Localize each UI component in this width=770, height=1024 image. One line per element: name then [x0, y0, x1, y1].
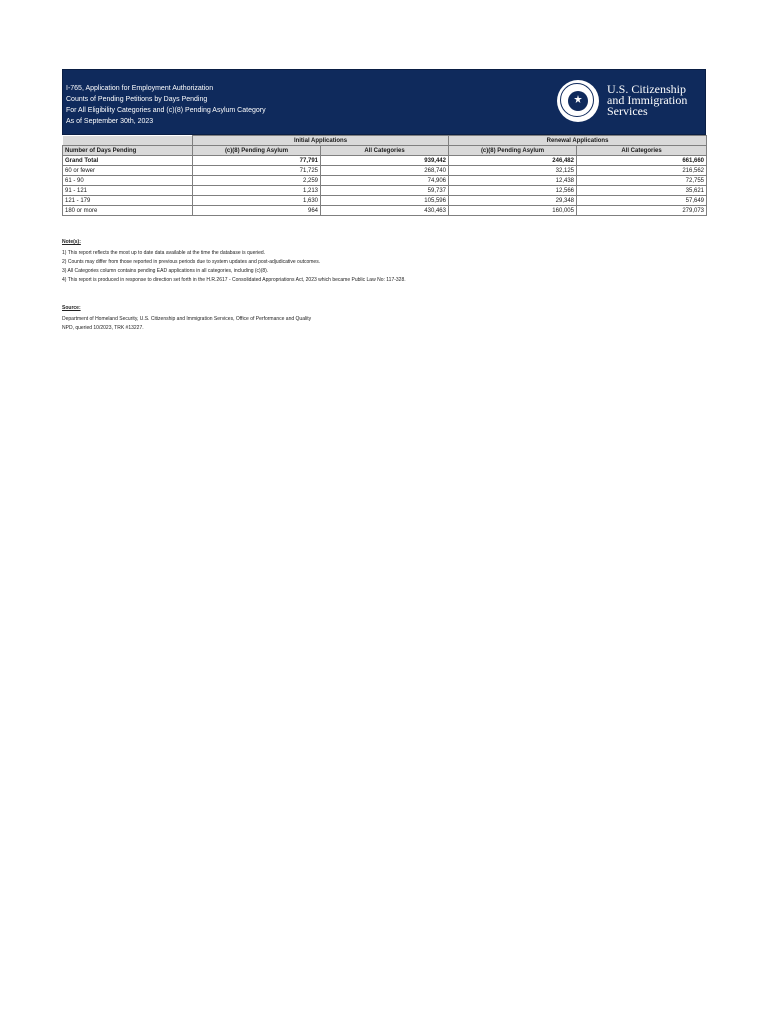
column-header-row [63, 146, 707, 156]
cell-renewal-all: 216,562 [577, 166, 707, 176]
table-row [63, 206, 707, 216]
cell-initial-c8: 77,791 [193, 156, 321, 166]
agency-line: and Immigration [607, 93, 688, 107]
cell-initial-c8: 2,259 [193, 176, 321, 186]
cell-initial-all: 74,906 [321, 176, 449, 186]
notes-heading: Note(s): [62, 239, 81, 245]
row-label: 91 - 121 [63, 186, 193, 196]
notes-section [62, 239, 406, 285]
agency-logo-text [607, 84, 687, 117]
cell-initial-all: 268,740 [321, 166, 449, 176]
table-row [63, 186, 707, 196]
source-line: Department of Homeland Security, U.S. Citizenship and Immigration Services, Office of Performance and Quality [62, 316, 312, 322]
report-scope: For All Eligibility Categories and (c)(8) Pending Asylum Category [66, 107, 266, 114]
row-label: 61 - 90 [63, 176, 193, 186]
report [62, 69, 706, 216]
column-header-days: Number of Days Pending [63, 146, 193, 156]
cell-renewal-c8: 29,348 [449, 196, 577, 206]
column-header-initial-all: All Categories [321, 146, 449, 156]
source-heading: Source: [62, 305, 81, 311]
report-title-block [66, 83, 266, 127]
cell-renewal-all: 661,660 [577, 156, 707, 166]
cell-initial-all: 105,596 [321, 196, 449, 206]
group-header-initial: Initial Applications [193, 136, 449, 146]
cell-initial-c8: 1,213 [193, 186, 321, 196]
cell-initial-all: 59,737 [321, 186, 449, 196]
cell-renewal-c8: 246,482 [449, 156, 577, 166]
cell-initial-c8: 1,630 [193, 196, 321, 206]
cell-initial-c8: 964 [193, 206, 321, 216]
agency-line: Services [607, 104, 648, 118]
blank-cell [63, 136, 193, 146]
column-header-renewal-all: All Categories [577, 146, 707, 156]
cell-renewal-c8: 12,438 [449, 176, 577, 186]
row-label: 121 - 179 [63, 196, 193, 206]
row-label: 180 or more [63, 206, 193, 216]
pending-petitions-table [62, 135, 707, 216]
report-title: I-765, Application for Employment Authorization [66, 85, 214, 92]
cell-renewal-all: 72,755 [577, 176, 707, 186]
row-label: Grand Total [63, 156, 193, 166]
source-section [62, 305, 311, 333]
row-label: 60 or fewer [63, 166, 193, 176]
note-line: 4) This report is produced in response to direction set forth in the H.R.2617 - Consolidated Appropriations Act, 2023 which became Public Law No: 117-328. [62, 277, 406, 283]
report-date: As of September 30th, 2023 [66, 118, 154, 125]
cell-renewal-c8: 160,005 [449, 206, 577, 216]
agency-line: U.S. Citizenship [607, 82, 687, 96]
column-header-renewal-c8: (c)(8) Pending Asylum [449, 146, 577, 156]
source-line: NPD, queried 10/2023, TRK #13227. [62, 325, 144, 331]
cell-initial-all: 939,442 [321, 156, 449, 166]
table-row [63, 196, 707, 206]
group-header-renewal: Renewal Applications [449, 136, 707, 146]
group-header-row [63, 136, 707, 146]
cell-renewal-all: 57,649 [577, 196, 707, 206]
table-row [63, 166, 707, 176]
cell-renewal-c8: 12,566 [449, 186, 577, 196]
cell-initial-c8: 71,725 [193, 166, 321, 176]
cell-renewal-all: 279,073 [577, 206, 707, 216]
note-line: 2) Counts may differ from those reported in previous periods due to system updates and post-adjudicative outcomes. [62, 259, 321, 265]
report-subtitle: Counts of Pending Petitions by Days Pending [66, 96, 208, 103]
dhs-seal-icon [557, 80, 599, 122]
note-line: 3) All Categories column contains pending EAD applications in all categories, including (c)(8). [62, 268, 269, 274]
cell-renewal-c8: 32,125 [449, 166, 577, 176]
column-header-initial-c8: (c)(8) Pending Asylum [193, 146, 321, 156]
cell-initial-all: 430,463 [321, 206, 449, 216]
note-line: 1) This report reflects the most up to date data available at the time the database is queried. [62, 250, 266, 256]
report-banner [62, 69, 706, 135]
cell-renewal-all: 35,621 [577, 186, 707, 196]
table-row [63, 176, 707, 186]
table-row [63, 156, 707, 166]
